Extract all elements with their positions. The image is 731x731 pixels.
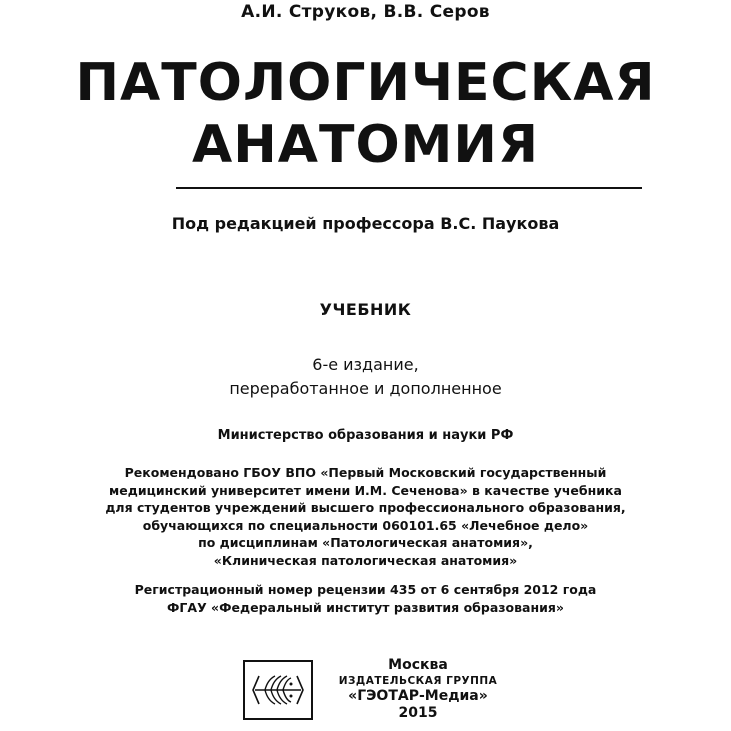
edition-line-2: переработанное и дополненное — [229, 379, 502, 398]
book-type: УЧЕБНИК — [319, 300, 412, 319]
authors: А.И. Струков, В.В. Серов — [241, 2, 490, 22]
publisher-group: ИЗДАТЕЛЬСКАЯ ГРУППА — [338, 675, 498, 687]
recommendation-line: для студентов учреждений высшего профессионального образования, — [105, 500, 626, 515]
publisher-block — [318, 657, 518, 722]
publisher-city: Москва — [388, 657, 448, 673]
ministry-line: Министерство образования и науки РФ — [217, 428, 514, 443]
recommendation-line: по дисциплинам «Патологическая анатомия», — [198, 535, 533, 550]
registration-line: Регистрационный номер рецензии 435 от 6 сентября 2012 года — [134, 582, 597, 597]
publisher-name: «ГЭОТАР-Медиа» — [348, 688, 488, 704]
registration-line: ФГАУ «Федеральный институт развития образования» — [167, 600, 564, 615]
logo-graphic — [245, 662, 311, 718]
title-line-2: АНАТОМИЯ — [192, 115, 539, 175]
edition-line-1: 6-е издание, — [312, 355, 419, 374]
editor-line: Под редакцией профессора В.С. Паукова — [171, 214, 560, 233]
registration-block — [0, 581, 731, 617]
geotar-logo-icon — [243, 660, 313, 720]
recommendation-line: Рекомендовано ГБОУ ВПО «Первый Московский государственный — [124, 465, 607, 480]
recommendation-block — [0, 464, 731, 569]
publication-year: 2015 — [398, 705, 438, 721]
recommendation-line: «Клиническая патологическая анатомия» — [213, 552, 518, 568]
recommendation-line: медицинский университет имени И.М. Сеченова» в качестве учебника — [109, 482, 622, 498]
title-divider — [176, 187, 642, 189]
title-line-1: ПАТОЛОГИЧЕСКАЯ — [75, 53, 656, 113]
recommendation-line: обучающихся по специальности 060101.65 «Лечебное дело» — [142, 517, 589, 533]
